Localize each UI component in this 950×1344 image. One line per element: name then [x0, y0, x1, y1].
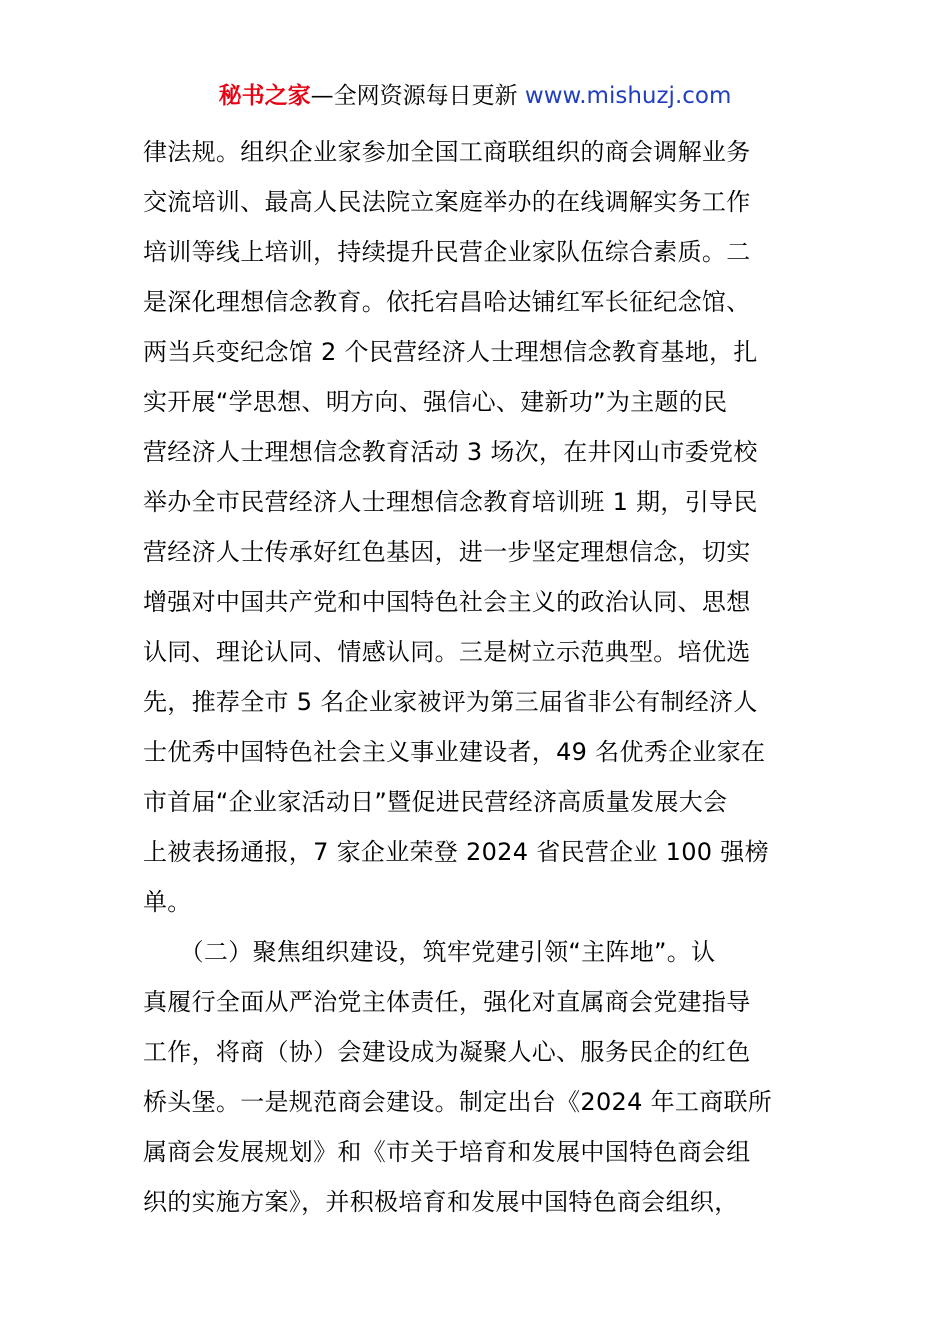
text-line: 营经济人士传承好红色基因，进一步坚定理想信念，切实: [143, 538, 751, 566]
text-line: 工作，将商（协）会建设成为凝聚人心、服务民企的红色: [143, 1038, 751, 1066]
text-line: 举办全市民营经济人士理想信念教育培训班 1 期，引导民: [143, 488, 758, 516]
text-line: 培训等线上培训，持续提升民营企业家队伍综合素质。二: [143, 238, 751, 266]
text-line: 士优秀中国特色社会主义事业建设者，49 名优秀企业家在: [143, 738, 766, 766]
text-line: 认同、理论认同、情感认同。三是树立示范典型。培优选: [143, 638, 751, 666]
document-body: [143, 127, 813, 1227]
text-line: 律法规。组织企业家参加全国工商联组织的商会调解业务: [143, 138, 751, 166]
text-line: 先，推荐全市 5 名企业家被评为第三届省非公有制经济人: [143, 688, 758, 716]
page-header: [0, 80, 950, 112]
text-line: 交流培训、最高人民法院立案庭举办的在线调解实务工作: [143, 188, 751, 216]
text-line: 织的实施方案》，并积极培育和发展中国特色商会组织，: [143, 1188, 739, 1216]
text-line: 两当兵变纪念馆 2 个民营经济人士理想信念教育基地，扎: [143, 338, 758, 366]
text-line: 属商会发展规划》和《市关于培育和发展中国特色商会组: [143, 1138, 751, 1166]
text-line: 实开展“学思想、明方向、强信心、建新功”为主题的民: [143, 388, 728, 416]
text-line: 真履行全面从严治党主体责任，强化对直属商会党建指导: [143, 988, 751, 1016]
text-line: 是深化理想信念教育。依托宕昌哈达铺红军长征纪念馆、: [143, 288, 751, 316]
text-line: 桥头堡。一是规范商会建设。制定出台《2024 年工商联所: [143, 1088, 773, 1116]
text-line: 单。: [143, 888, 192, 916]
text-line: 上被表扬通报，7 家企业荣登 2024 省民营企业 100 强榜: [143, 838, 769, 866]
section-heading-line: （二）聚焦组织建设，筑牢党建引领“主阵地”。认: [143, 938, 716, 966]
site-slogan: —全网资源每日更新: [310, 83, 525, 109]
site-url-link[interactable]: www.mishuzj.com: [524, 83, 732, 109]
text-line: 营经济人士理想信念教育活动 3 场次，在井冈山市委党校: [143, 438, 758, 466]
text-line: 市首届“企业家活动日”暨促进民营经济高质量发展大会: [143, 788, 728, 816]
text-line: 增强对中国共产党和中国特色社会主义的政治认同、思想: [143, 588, 751, 616]
site-brand: 秘书之家: [218, 83, 311, 109]
